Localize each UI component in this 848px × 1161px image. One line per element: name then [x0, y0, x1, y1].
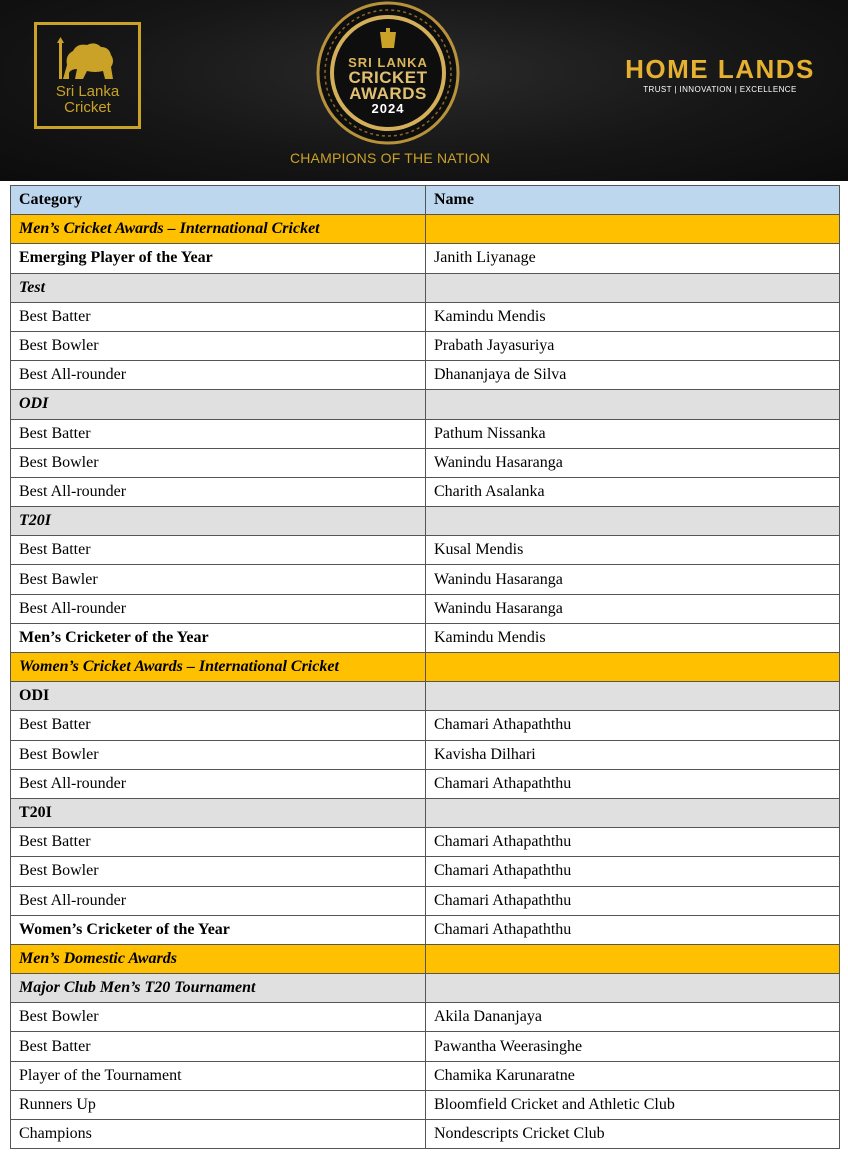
category-cell: Best Bowler [11, 857, 426, 886]
name-cell [426, 682, 840, 711]
table-row [11, 361, 840, 390]
tagline: CHAMPIONS OF THE NATION [289, 150, 491, 166]
table-row [11, 886, 840, 915]
table-row [11, 740, 840, 769]
category-cell: Best Bowler [11, 740, 426, 769]
category-cell: Best All-rounder [11, 769, 426, 798]
table-row [11, 1090, 840, 1119]
table-row [11, 653, 840, 682]
name-cell: Prabath Jayasuriya [426, 331, 840, 360]
name-cell [426, 273, 840, 302]
name-cell: Chamika Karunaratne [426, 1061, 840, 1090]
category-cell: Runners Up [11, 1090, 426, 1119]
table-row [11, 1061, 840, 1090]
table-row [11, 944, 840, 973]
name-cell: Janith Liyanage [426, 244, 840, 273]
table-header-row [11, 186, 840, 215]
category-cell: Best Batter [11, 711, 426, 740]
table-row [11, 477, 840, 506]
table-row [11, 331, 840, 360]
header-banner [0, 0, 848, 181]
name-cell: Bloomfield Cricket and Athletic Club [426, 1090, 840, 1119]
name-cell: Nondescripts Cricket Club [426, 1120, 840, 1149]
table-row [11, 302, 840, 331]
category-cell: Test [11, 273, 426, 302]
name-cell: Wanindu Hasaranga [426, 594, 840, 623]
category-cell: Women’s Cricket Awards – International Cricket [11, 653, 426, 682]
category-cell: Major Club Men’s T20 Tournament [11, 974, 426, 1003]
name-cell: Kusal Mendis [426, 536, 840, 565]
name-cell [426, 944, 840, 973]
name-cell [426, 507, 840, 536]
category-cell: Best All-rounder [11, 886, 426, 915]
name-cell: Chamari Athapaththu [426, 915, 840, 944]
category-cell: Best Bowler [11, 1003, 426, 1032]
table-row [11, 711, 840, 740]
name-cell [426, 653, 840, 682]
name-cell: Kamindu Mendis [426, 302, 840, 331]
category-cell: Emerging Player of the Year [11, 244, 426, 273]
category-cell: Best All-rounder [11, 594, 426, 623]
category-cell: Best Batter [11, 536, 426, 565]
category-cell: Best All-rounder [11, 477, 426, 506]
award-year: 2024 [371, 101, 405, 116]
table-row [11, 536, 840, 565]
name-cell: Wanindu Hasaranga [426, 565, 840, 594]
name-cell: Chamari Athapaththu [426, 711, 840, 740]
name-cell: Wanindu Hasaranga [426, 448, 840, 477]
name-cell [426, 798, 840, 827]
name-cell: Kamindu Mendis [426, 623, 840, 652]
category-cell: Best Batter [11, 419, 426, 448]
column-header-name: Name [426, 186, 840, 215]
sri-lanka-cricket-logo [34, 22, 141, 129]
name-cell: Charith Asalanka [426, 477, 840, 506]
table-row [11, 215, 840, 244]
table-row [11, 594, 840, 623]
table-row [11, 390, 840, 419]
category-cell: Best Batter [11, 1032, 426, 1061]
name-cell: Pawantha Weerasinghe [426, 1032, 840, 1061]
table-row [11, 1120, 840, 1149]
award-title-line2: CRICKET [348, 68, 428, 87]
sponsor-tagline: TRUST | INNOVATION | EXCELLENCE [643, 85, 797, 94]
table-row [11, 507, 840, 536]
table-row [11, 974, 840, 1003]
logo-text-line2: Cricket [64, 99, 111, 116]
award-title-line3: AWARDS [349, 84, 427, 103]
table-row [11, 769, 840, 798]
column-header-category: Category [11, 186, 426, 215]
table-row [11, 448, 840, 477]
category-cell: T20I [11, 507, 426, 536]
table-row [11, 798, 840, 827]
category-cell: Men’s Cricket Awards – International Cricket [11, 215, 426, 244]
name-cell: Akila Dananjaya [426, 1003, 840, 1032]
table-row [11, 1032, 840, 1061]
logo-text-line1: Sri Lanka [55, 83, 120, 100]
name-cell [426, 390, 840, 419]
table-row [11, 1003, 840, 1032]
table-row [11, 682, 840, 711]
name-cell: Chamari Athapaththu [426, 769, 840, 798]
category-cell: Men’s Domestic Awards [11, 944, 426, 973]
category-cell: Best Bowler [11, 448, 426, 477]
category-cell: Best Batter [11, 302, 426, 331]
table-row [11, 273, 840, 302]
category-cell: Best Batter [11, 828, 426, 857]
category-cell: Best Bowler [11, 331, 426, 360]
table-row [11, 419, 840, 448]
table-row [11, 244, 840, 273]
category-cell: Best All-rounder [11, 361, 426, 390]
category-cell: Best Bawler [11, 565, 426, 594]
name-cell: Pathum Nissanka [426, 419, 840, 448]
category-cell: T20I [11, 798, 426, 827]
name-cell: Kavisha Dilhari [426, 740, 840, 769]
table-row [11, 828, 840, 857]
category-cell: Player of the Tournament [11, 1061, 426, 1090]
table-row [11, 915, 840, 944]
name-cell: Chamari Athapaththu [426, 828, 840, 857]
table-row [11, 565, 840, 594]
name-cell [426, 215, 840, 244]
name-cell: Dhananjaya de Silva [426, 361, 840, 390]
table-row [11, 623, 840, 652]
sponsor-name: HOME LANDS [625, 54, 815, 84]
awards-table [10, 185, 840, 1149]
category-cell: ODI [11, 390, 426, 419]
category-cell: ODI [11, 682, 426, 711]
name-cell [426, 974, 840, 1003]
category-cell: Women’s Cricketer of the Year [11, 915, 426, 944]
table-row [11, 857, 840, 886]
awards-emblem [290, 0, 486, 150]
name-cell: Chamari Athapaththu [426, 857, 840, 886]
category-cell: Men’s Cricketer of the Year [11, 623, 426, 652]
name-cell: Chamari Athapaththu [426, 886, 840, 915]
category-cell: Champions [11, 1120, 426, 1149]
home-lands-logo [608, 54, 832, 94]
award-title-line1: SRI LANKA [348, 55, 428, 70]
lion-emblem-icon [55, 35, 121, 85]
